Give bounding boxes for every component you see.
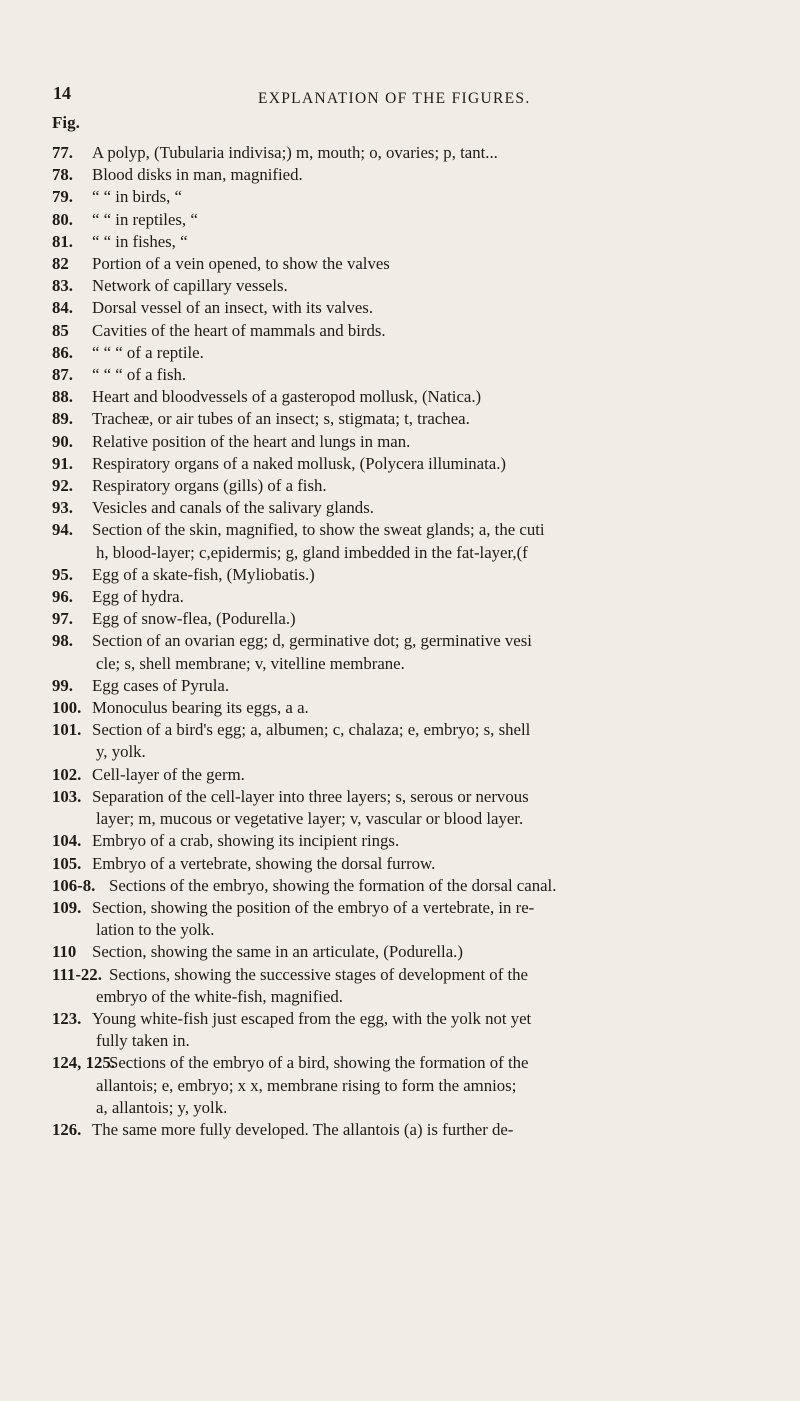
figure-entry xyxy=(52,875,787,897)
figure-description: Sections of the embryo, showing the formation of the dorsal canal. xyxy=(109,875,557,895)
figure-number: 103. xyxy=(52,786,82,806)
figure-entry xyxy=(52,675,787,697)
figure-number: 110 xyxy=(52,942,77,962)
figure-description: Portion of a vein opened, to show the valves xyxy=(92,254,390,274)
figure-number: 89. xyxy=(52,409,73,429)
figure-description: Blood disks in man, magnified. xyxy=(92,165,303,185)
figure-number: 83. xyxy=(52,276,73,296)
figure-description: Embryo of a vertebrate, showing the dorsal furrow. xyxy=(92,853,436,873)
figure-number: 79. xyxy=(52,187,73,207)
figure-description: Sections of the embryo of a bird, showing the formation of the xyxy=(109,1053,529,1073)
figure-description: Tracheæ, or air tubes of an insect; s, stigmata; t, trachea. xyxy=(92,409,470,429)
figure-entry xyxy=(52,853,787,875)
figure-description: Section, showing the same in an articulate, (Podurella.) xyxy=(92,942,463,962)
figure-number: 100. xyxy=(52,698,82,718)
figure-description: Section of an ovarian egg; d, germinative dot; g, germinative vesi xyxy=(92,631,532,651)
figure-number: 86. xyxy=(52,342,73,362)
figure-number: 105. xyxy=(52,853,82,873)
figure-number: 84. xyxy=(52,298,73,318)
figure-number: 88. xyxy=(52,387,73,407)
figure-description: h, blood-layer; c,epidermis; g, gland imbedded in the fat-layer,(f xyxy=(96,542,528,562)
figure-description: Egg of hydra. xyxy=(92,587,184,607)
figure-entry xyxy=(52,897,787,919)
figure-entry xyxy=(52,764,787,786)
figure-entry xyxy=(52,964,787,986)
figure-description: Dorsal vessel of an insect, with its valves. xyxy=(92,298,374,318)
figure-description: Cell-layer of the germ. xyxy=(92,764,245,784)
figure-number: 126. xyxy=(52,1119,82,1139)
figure-description: Section, showing the position of the embryo of a vertebrate, in re- xyxy=(92,897,535,917)
figure-entry xyxy=(52,275,787,297)
figure-entry xyxy=(52,919,787,941)
figure-entry xyxy=(52,342,787,364)
figure-entry xyxy=(52,320,787,342)
figure-description: “ “ in fishes, “ xyxy=(92,231,188,251)
figure-number: 78. xyxy=(52,165,73,185)
figure-entry xyxy=(52,653,787,675)
figure-number: 85 xyxy=(52,320,69,340)
figure-entry xyxy=(52,786,787,808)
figure-entry xyxy=(52,519,787,541)
figure-entry xyxy=(52,830,787,852)
figure-entry xyxy=(52,209,787,231)
running-head: EXPLANATION OF THE FIGURES. xyxy=(258,90,531,107)
figure-number: 106-8. xyxy=(52,875,96,895)
figure-entry xyxy=(52,630,787,652)
figure-entry xyxy=(52,386,787,408)
figure-entry xyxy=(52,608,787,630)
figure-description: Respiratory organs (gills) of a fish. xyxy=(92,476,327,496)
figure-entry xyxy=(52,164,787,186)
figure-number: 90. xyxy=(52,431,73,451)
figure-number: 87. xyxy=(52,365,73,385)
figure-description: layer; m, mucous or vegetative layer; v, vascular or blood layer. xyxy=(96,809,524,829)
figure-description: a, allantois; y, yolk. xyxy=(96,1097,228,1117)
figure-number: 77. xyxy=(52,143,73,162)
figure-entry xyxy=(52,1030,787,1052)
figure-number: 95. xyxy=(52,564,73,584)
figure-number: 98. xyxy=(52,631,73,651)
figure-description: “ “ “ of a fish. xyxy=(92,365,187,385)
figure-entry xyxy=(52,364,787,386)
figure-description: Respiratory organs of a naked mollusk, (Polycera illuminata.) xyxy=(92,453,506,473)
figure-description: Network of capillary vessels. xyxy=(92,276,288,296)
figure-description: Young white-fish just escaped from the egg, with the yolk not yet xyxy=(92,1008,532,1028)
figure-entry xyxy=(52,408,787,430)
figure-entry xyxy=(52,808,787,830)
figure-description: allantois; e, embryo; x x, membrane rising to form the amnios; xyxy=(96,1075,517,1095)
figure-description: lation to the yolk. xyxy=(96,920,215,940)
figure-description: A polyp, (Tubularia indivisa;) m, mouth; o, ovaries; p, tant... xyxy=(92,143,498,162)
figure-description: “ “ in birds, “ xyxy=(92,187,182,207)
figure-entry xyxy=(52,719,787,741)
figure-entry xyxy=(52,453,787,475)
figure-entry xyxy=(52,475,787,497)
figure-number: 124, 125. xyxy=(52,1053,115,1073)
figure-description: Egg of a skate-fish, (Myliobatis.) xyxy=(92,564,315,584)
figure-entry xyxy=(52,941,787,963)
figure-entry xyxy=(52,142,787,164)
figure-description: Cavities of the heart of mammals and birds. xyxy=(92,320,386,340)
figure-number: 92. xyxy=(52,476,73,496)
figure-entry xyxy=(52,253,787,275)
figure-description: Separation of the cell-layer into three layers; s, serous or nervous xyxy=(92,786,529,806)
figure-description: Heart and bloodvessels of a gasteropod mollusk, (Natica.) xyxy=(92,387,482,407)
figure-entry xyxy=(52,1008,787,1030)
figure-description: Embryo of a crab, showing its incipient rings. xyxy=(92,831,400,851)
figure-entry xyxy=(52,431,787,453)
figure-description: Relative position of the heart and lungs in man. xyxy=(92,431,411,451)
figure-entry xyxy=(52,741,787,763)
figure-entry xyxy=(52,1075,787,1097)
figure-number: 102. xyxy=(52,764,82,784)
figure-entry xyxy=(52,542,787,564)
figure-description: Egg cases of Pyrula. xyxy=(92,675,230,695)
figure-number: 104. xyxy=(52,831,82,851)
figure-number: 80. xyxy=(52,209,73,229)
figure-entry xyxy=(52,297,787,319)
figure-number: 81. xyxy=(52,231,73,251)
figure-entry xyxy=(52,497,787,519)
figure-number: 93. xyxy=(52,498,73,518)
page-number: 14 xyxy=(53,83,71,103)
figure-list xyxy=(52,142,787,1141)
figure-number: 97. xyxy=(52,609,73,629)
figure-number: 96. xyxy=(52,587,73,607)
figure-description: Vesicles and canals of the salivary glands. xyxy=(92,498,374,518)
figure-entry xyxy=(52,697,787,719)
figure-entry xyxy=(52,1052,787,1074)
figure-description: Section of the skin, magnified, to show the sweat glands; a, the cuti xyxy=(92,520,545,540)
figure-description: “ “ “ of a reptile. xyxy=(92,342,204,362)
figure-entry xyxy=(52,986,787,1008)
figure-number: 109. xyxy=(52,897,82,917)
figure-number: 91. xyxy=(52,453,73,473)
figure-number: 82 xyxy=(52,254,69,274)
figure-description: fully taken in. xyxy=(96,1031,190,1051)
figure-entry xyxy=(52,231,787,253)
figure-number: 111-22. xyxy=(52,964,102,984)
figure-description: cle; s, shell membrane; v, vitelline membrane. xyxy=(96,653,405,673)
figure-number: 94. xyxy=(52,520,73,540)
figure-entry xyxy=(52,586,787,608)
figure-entry xyxy=(52,1097,787,1119)
figure-description: embryo of the white-fish, magnified. xyxy=(96,986,343,1006)
figure-description: Section of a bird's egg; a, albumen; c, chalaza; e, embryo; s, shell xyxy=(92,720,531,740)
figure-description: The same more fully developed. The allantois (a) is further de- xyxy=(92,1119,514,1139)
fig-label: Fig. xyxy=(52,113,80,132)
figure-entry xyxy=(52,1119,787,1141)
figure-description: y, yolk. xyxy=(96,742,146,762)
figure-number: 99. xyxy=(52,675,73,695)
figure-description: Egg of snow-flea, (Podurella.) xyxy=(92,609,296,629)
figure-description: Sections, showing the successive stages of development of the xyxy=(109,964,528,984)
figure-number: 123. xyxy=(52,1008,82,1028)
figure-number: 101. xyxy=(52,720,82,740)
figure-description: Monoculus bearing its eggs, a a. xyxy=(92,698,309,718)
figure-description: “ “ in reptiles, “ xyxy=(92,209,198,229)
figure-entry xyxy=(52,186,787,208)
figure-entry xyxy=(52,564,787,586)
